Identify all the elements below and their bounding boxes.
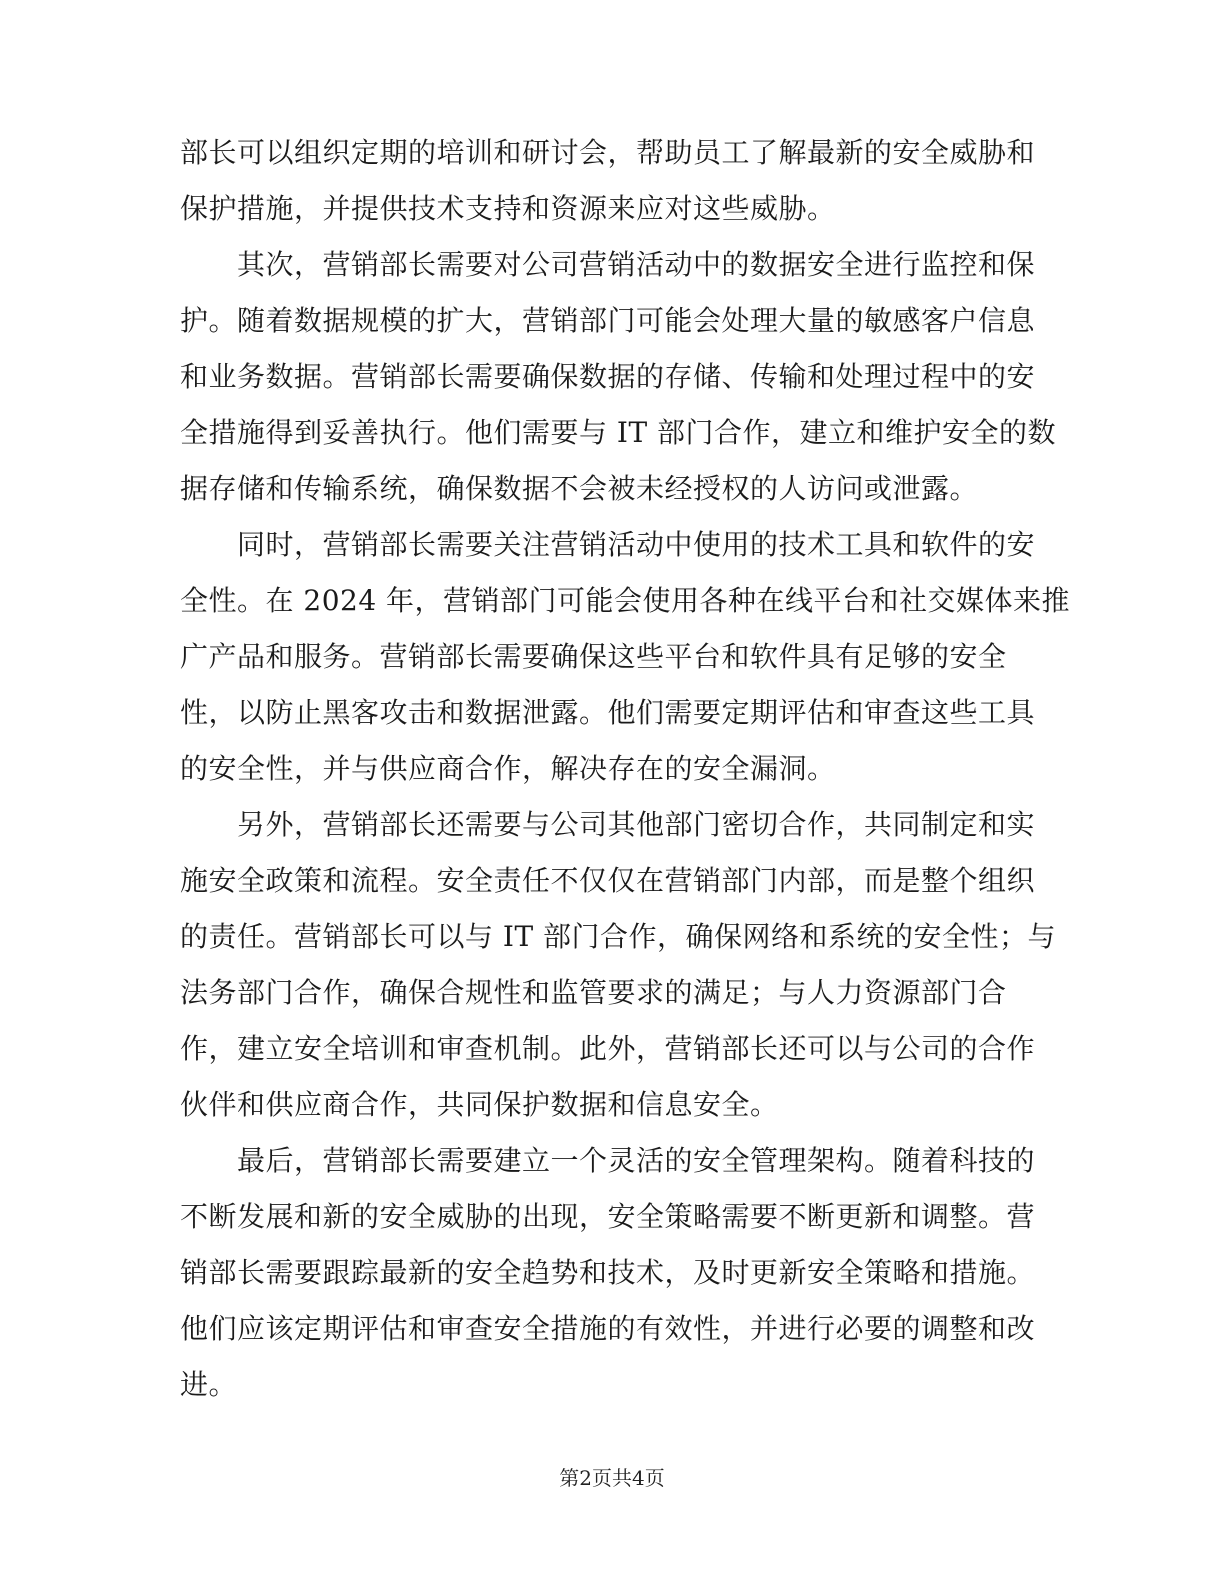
- body-text-line: 广产品和服务。营销部长需要确保这些平台和软件具有足够的安全: [180, 640, 1007, 673]
- paragraph-first-line: 其次，营销部长需要对公司营销活动中的数据安全进行监控和保: [180, 248, 1036, 281]
- body-text-line: 和业务数据。营销部长需要确保数据的存储、传输和处理过程中的安: [180, 360, 1036, 393]
- body-text-line: 保护措施，并提供技术支持和资源来应对这些威胁。: [180, 192, 836, 225]
- body-text-line: 进。: [180, 1368, 238, 1401]
- body-text-line: 全性。在 2024 年，营销部门可能会使用各种在线平台和社交媒体来推: [180, 584, 1071, 617]
- body-text-line: 不断发展和新的安全威胁的出现，安全策略需要不断更新和调整。营: [180, 1200, 1036, 1233]
- paragraph-first-line: 另外，营销部长还需要与公司其他部门密切合作，共同制定和实: [180, 808, 1036, 841]
- body-text-line: 部长可以组织定期的培训和研讨会，帮助员工了解最新的安全威胁和: [180, 136, 1036, 169]
- body-text-line: 的责任。营销部长可以与 IT 部门合作，确保网络和系统的安全性；与: [180, 920, 1057, 953]
- body-text-line: 法务部门合作，确保合规性和监管要求的满足；与人力资源部门合: [180, 976, 1007, 1009]
- body-text-line: 伙伴和供应商合作，共同保护数据和信息安全。: [180, 1088, 779, 1121]
- body-text-line: 据存储和传输系统，确保数据不会被未经授权的人访问或泄露。: [180, 472, 979, 505]
- body-text-line: 的安全性，并与供应商合作，解决存在的安全漏洞。: [180, 752, 836, 785]
- body-text-line: 施安全政策和流程。安全责任不仅仅在营销部门内部，而是整个组织: [180, 864, 1036, 897]
- paragraph-first-line: 同时，营销部长需要关注营销活动中使用的技术工具和软件的安: [180, 528, 1036, 561]
- paragraph-first-line: 最后，营销部长需要建立一个灵活的安全管理架构。随着科技的: [180, 1144, 1036, 1177]
- body-text-line: 性，以防止黑客攻击和数据泄露。他们需要定期评估和审查这些工具: [180, 696, 1036, 729]
- body-text-line: 他们应该定期评估和审查安全措施的有效性，并进行必要的调整和改: [180, 1312, 1036, 1345]
- body-text-line: 作，建立安全培训和审查机制。此外，营销部长还可以与公司的合作: [180, 1032, 1036, 1065]
- body-text-line: 护。随着数据规模的扩大，营销部门可能会处理大量的敏感客户信息: [180, 304, 1036, 337]
- page-number-footer: 第2页共4页: [559, 1466, 665, 1490]
- body-text-line: 全措施得到妥善执行。他们需要与 IT 部门合作，建立和维护安全的数: [180, 416, 1057, 449]
- document-body: [180, 125, 1071, 1413]
- body-text-line: 销部长需要跟踪最新的安全趋势和技术，及时更新安全策略和措施。: [180, 1256, 1036, 1289]
